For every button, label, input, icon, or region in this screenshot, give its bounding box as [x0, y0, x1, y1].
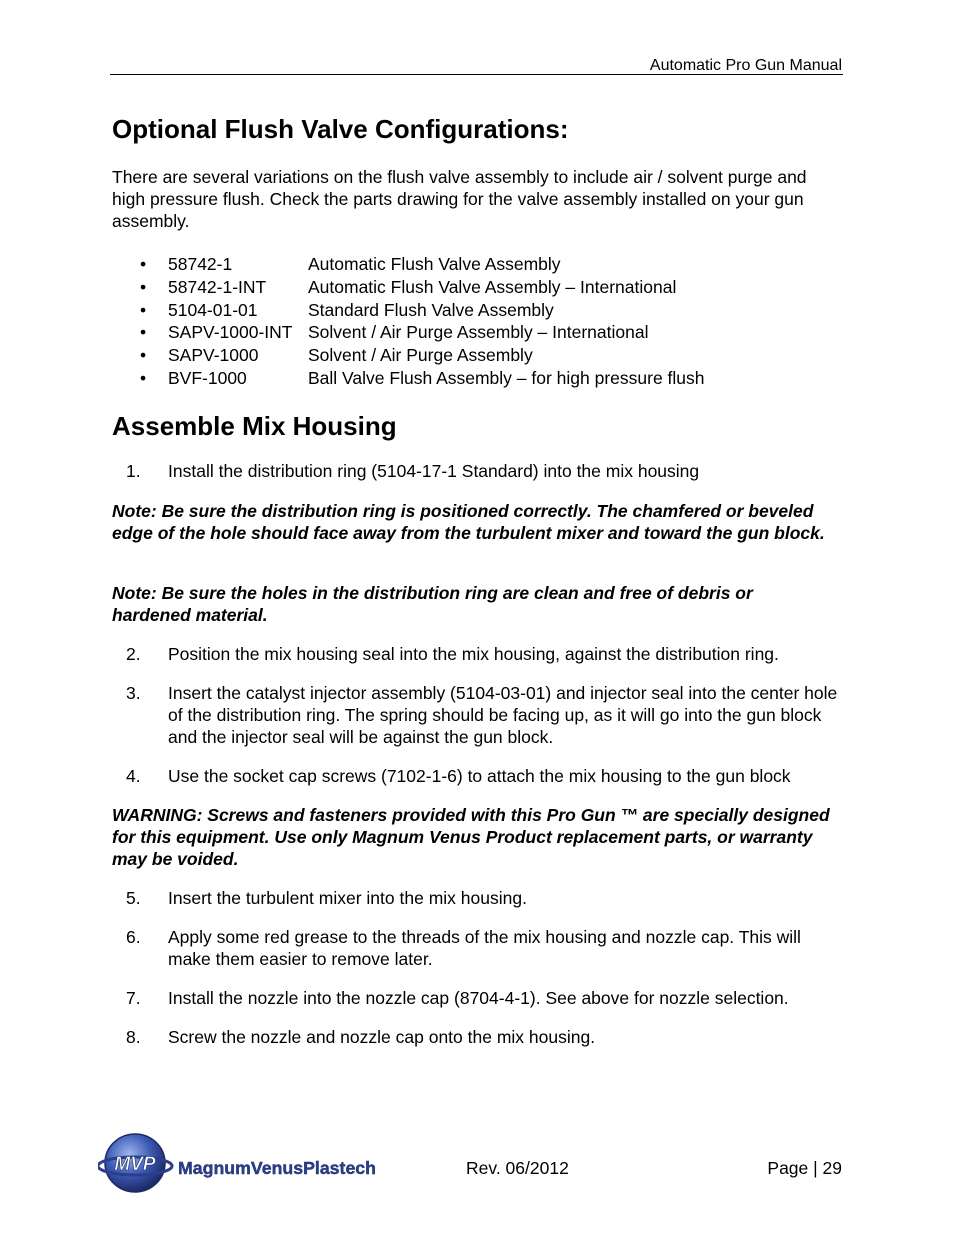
step-number: 5.	[126, 888, 141, 908]
part-desc: Standard Flush Valve Assembly	[308, 299, 554, 320]
step-number: 7.	[126, 988, 141, 1008]
footer-revision: Rev. 06/2012	[466, 1158, 569, 1178]
bullet: •	[140, 345, 147, 366]
bullet: •	[140, 367, 147, 388]
step-number: 8.	[126, 1027, 141, 1047]
step-text: Insert the catalyst injector assembly (5104-03-01) and injector seal into the center hole of the distribution ring. The spring should be facing up, as it will go into the gun block and the injector seal will be against the gun block.	[168, 683, 838, 747]
part-desc: Solvent / Air Purge Assembly – International	[308, 322, 649, 343]
list-item	[140, 321, 705, 344]
logo-badge: MVP	[114, 1154, 156, 1175]
warning-fasteners: WARNING: Screws and fasteners provided with this Pro Gun ™ are specially designed for this equipment. Use only Magnum Venus Product replacement parts, or warranty may be voided.	[112, 805, 830, 869]
part-code: 58742-1-INT	[168, 276, 267, 297]
note-distribution-ring: Note: Be sure the distribution ring is positioned correctly. The chamfered or beveled edge of the hole should face away from the turbulent mixer and toward the gun block.	[112, 501, 825, 543]
part-code: BVF-1000	[168, 367, 247, 388]
step-number: 3.	[126, 683, 141, 703]
step-text: Apply some red grease to the threads of the mix housing and nozzle cap. This will make them easier to remove later.	[168, 927, 801, 969]
step-text: Install the nozzle into the nozzle cap (8704-4-1). See above for nozzle selection.	[168, 988, 789, 1008]
footer-page-number: Page | 29	[767, 1158, 842, 1178]
step-item	[126, 765, 846, 787]
list-item	[140, 276, 705, 299]
list-item	[140, 299, 705, 322]
list-item	[140, 344, 705, 367]
part-code: 5104-01-01	[168, 299, 258, 320]
step-text: Screw the nozzle and nozzle cap onto the mix housing.	[168, 1027, 596, 1047]
step-text: Use the socket cap screws (7102-1-6) to attach the mix housing to the gun block	[168, 766, 791, 786]
step-item	[126, 887, 846, 909]
section-heading-mix-housing: Assemble Mix Housing	[112, 411, 397, 441]
list-item	[140, 253, 705, 276]
note-holes-clean: Note: Be sure the holes in the distribution ring are clean and free of debris or hardened material.	[112, 583, 753, 625]
step-text: Insert the turbulent mixer into the mix housing.	[168, 888, 527, 908]
logo-text: MagnumVenusPlastech	[178, 1158, 376, 1178]
step-item	[126, 643, 846, 665]
flush-valve-list	[140, 253, 705, 390]
bullet: •	[140, 322, 147, 343]
step-item	[126, 460, 846, 482]
step-number: 2.	[126, 644, 141, 664]
part-desc: Automatic Flush Valve Assembly – International	[308, 276, 677, 297]
part-desc: Automatic Flush Valve Assembly	[308, 254, 561, 274]
list-item	[140, 367, 705, 390]
part-code: SAPV-1000	[168, 345, 259, 366]
step-number: 4.	[126, 766, 141, 786]
part-code: 58742-1	[168, 254, 233, 274]
part-code: SAPV-1000-INT	[168, 322, 293, 343]
step-number: 6.	[126, 927, 141, 947]
step-text: Position the mix housing seal into the mix housing, against the distribution ring.	[168, 644, 779, 664]
header-title: Automatic Pro Gun Manual	[649, 57, 842, 74]
part-desc: Ball Valve Flush Assembly – for high pressure flush	[308, 367, 705, 388]
header-rule	[110, 74, 843, 75]
section-heading-flush-valve: Optional Flush Valve Configurations:	[112, 114, 569, 144]
step-item	[126, 1026, 846, 1048]
intro-paragraph: There are several variations on the flush valve assembly to include air / solvent purge and high pressure flush. Check the parts drawing for the valve assembly installed on your gun assembly.	[112, 167, 807, 231]
bullet: •	[140, 254, 147, 274]
step-text: Install the distribution ring (5104-17-1 Standard) into the mix housing	[168, 461, 700, 481]
step-number: 1.	[126, 461, 141, 481]
step-item	[126, 682, 846, 748]
bullet: •	[140, 276, 147, 297]
step-item	[126, 926, 846, 970]
mvp-logo	[98, 1132, 383, 1196]
bullet: •	[140, 299, 147, 320]
part-desc: Solvent / Air Purge Assembly	[308, 345, 533, 366]
step-item	[126, 987, 846, 1009]
